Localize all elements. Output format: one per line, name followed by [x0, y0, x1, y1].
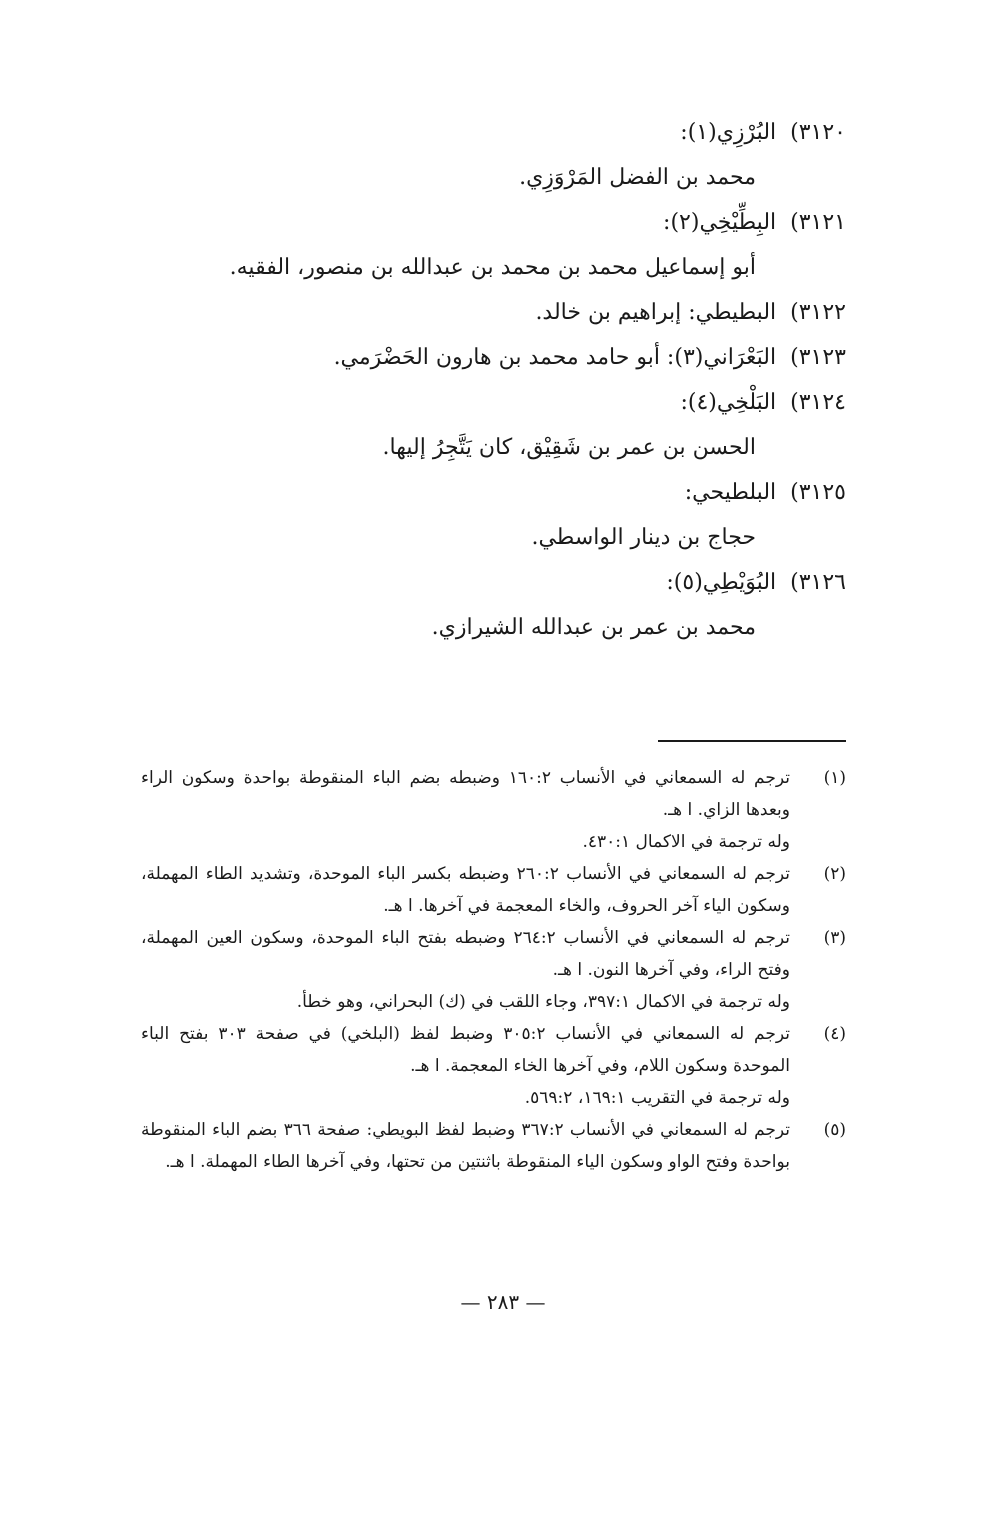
footnote-text: ترجم له السمعاني في الأنساب ١٦٠:٢ وضبطه بضم الباء المنقوطة بواحدة وسكون الراء وبعدها الزاي. ا هـ.: [141, 768, 790, 820]
entry-title: البلطيحي:: [684, 480, 777, 505]
footnote-text: ترجم له السمعاني في الأنساب ٢٦٤:٢ وضبطه بفتح الباء الموحدة، وسكون العين المهملة، وفتح الراء، وفي آخرها النون. ا هـ.: [141, 928, 790, 980]
entry-number: ٣١٢١): [790, 210, 846, 235]
entry-title: البُوَيْطِي(٥):: [666, 570, 777, 595]
footnote-separator: [658, 740, 846, 742]
entry-detail: [146, 613, 846, 658]
footnote-1: [141, 762, 846, 858]
entry-title: البُرْزِي(١):: [680, 120, 777, 145]
footnote-text: ترجم له السمعاني في الأنساب ٢٦٠:٢ وضبطه بكسر الباء الموحدة، وتشديد الطاء المهملة، وسكون الياء آخر الحروف، والخاء المعجمة في آخرها. ا هـ.: [141, 864, 790, 916]
entry-title: البطيطي: إبراهيم بن خالد.: [535, 300, 777, 325]
footnotes: [141, 762, 846, 1178]
entry-heading: [146, 388, 846, 433]
entry-number: ٣١٢٦): [790, 570, 846, 595]
footnote-2: [141, 858, 846, 922]
entry-detail-text: أبو إسماعيل محمد بن محمد بن عبدالله بن منصور، الفقيه.: [229, 255, 756, 280]
footnote-number: (١): [823, 768, 846, 788]
entry-detail-text: حجاج بن دينار الواسطي.: [531, 525, 756, 550]
entry-number: ٣١٢٢): [790, 300, 846, 325]
footnote-3: [141, 922, 846, 1018]
footnote-5: [141, 1114, 846, 1178]
entry-title: البِطِّيْخِي(٢):: [663, 210, 777, 235]
entry-detail-text: محمد بن عمر بن عبدالله الشيرازي.: [431, 615, 756, 640]
footnote-number: (٥): [823, 1120, 846, 1140]
footnote-text: ترجم له السمعاني في الأنساب ٣٠٥:٢ وضبط لفظ (البلخي) في صفحة ٣٠٣ بفتح الباء الموحدة وسكون اللام، وفي آخرها الخاء المعجمة. ا هـ.: [141, 1024, 790, 1076]
entry-detail: [146, 163, 846, 208]
footnote-text: وله ترجمة في التقريب ١٦٩:١، ٥٦٩:٢.: [524, 1088, 790, 1108]
entry-heading: [146, 298, 846, 343]
entry-heading: [146, 343, 846, 388]
entry-number: ٣١٢٥): [790, 480, 846, 505]
entry-number: ٣١٢٠): [790, 120, 846, 145]
footnote-number: (٤): [823, 1024, 846, 1044]
entry-heading: [146, 208, 846, 253]
entries-list: [146, 118, 846, 658]
footnote-number: (٣): [823, 928, 846, 948]
entry-heading: [146, 478, 846, 523]
entry-number: ٣١٢٣): [790, 345, 846, 370]
footnote-4: [141, 1018, 846, 1114]
entry-number: ٣١٢٤): [790, 390, 846, 415]
footnote-text: ترجم له السمعاني في الأنساب ٣٦٧:٢ وضبط لفظ البويطي: صفحة ٣٦٦ بضم الباء المنقوطة بواحدة وفتح الواو وسكون الياء المنقوطة باثنتين من تحتها، وفي آخرها الطاء المهملة. ا هـ.: [141, 1120, 791, 1172]
entry-detail: [146, 253, 846, 298]
entry-title: البَلْخِي(٤):: [680, 390, 777, 415]
entry-heading: [146, 568, 846, 613]
entry-detail: [146, 523, 846, 568]
entry-title: البَعْرَاني(٣): أبو حامد محمد بن هارون الحَضْرَمي.: [333, 345, 777, 370]
entry-detail: [146, 433, 846, 478]
page-number: — ٢٨٣ —: [460, 1290, 546, 1314]
footnote-text: وله ترجمة في الاكمال ٤٣٠:١.: [582, 832, 790, 852]
entry-detail-text: الحسن بن عمر بن شَقِيْق، كان يَتَّجِرُ إليها.: [382, 435, 756, 460]
entry-detail-text: محمد بن الفضل المَرْوَزِي.: [519, 165, 756, 190]
footnote-text: وله ترجمة في الاكمال ٣٩٧:١، وجاء اللقب في (ك) البحراني، وهو خطأ.: [296, 992, 790, 1012]
footnote-number: (٢): [823, 864, 846, 884]
entry-heading: [146, 118, 846, 163]
